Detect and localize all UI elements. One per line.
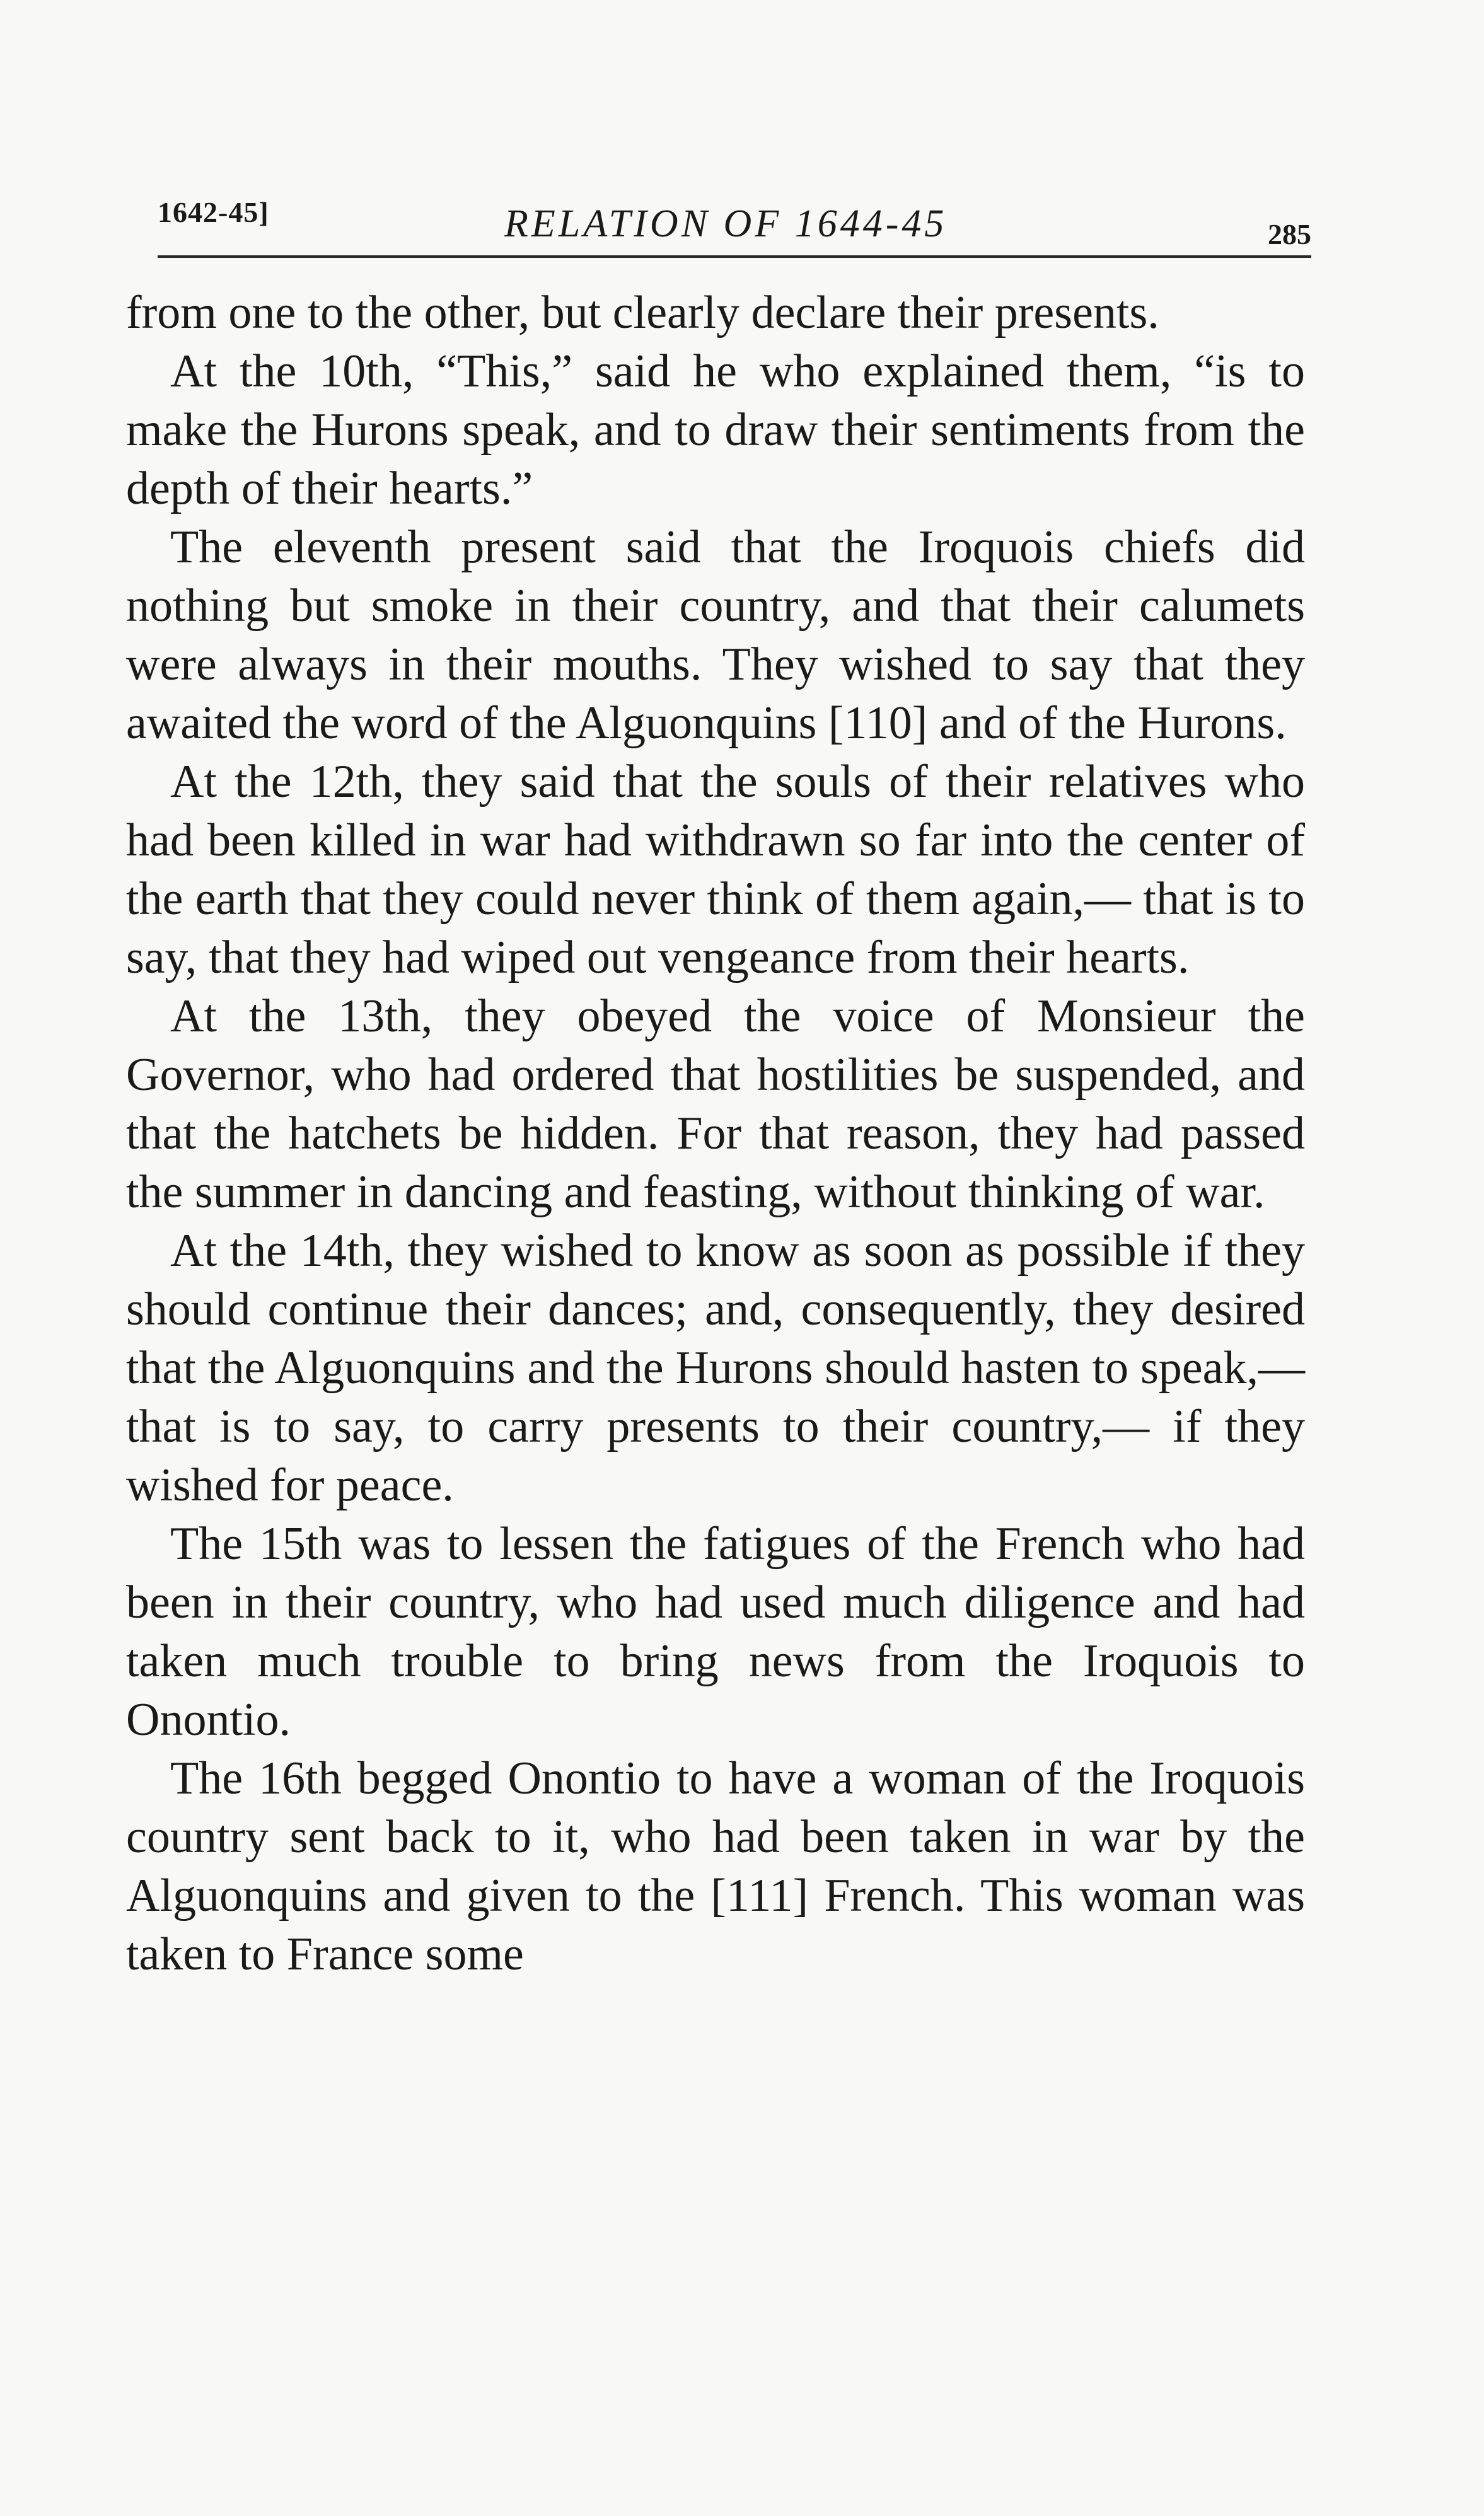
paragraph: The 16th begged Onontio to have a woman of the Iroquois country sent back to it, who had been taken in war by the Alguonquins and given to the [111] French. This woman was taken to France some — [126, 1753, 1305, 1980]
paragraph: At the 10th, “This,” said he who explained them, “is to make the Hurons speak, and to draw their sentiments from the depth of their hearts.” — [126, 345, 1305, 514]
running-head — [158, 183, 1311, 258]
paragraph: At the 14th, they wished to know as soon as possible if they should continue their dances; and, consequently, they desired that the Alguonquins and the Hurons should hasten to speak,— that is to say, to carry presents to their country,— if they wished for peace. — [126, 1225, 1305, 1511]
running-head-title: RELATION OF 1644-45 — [504, 202, 948, 245]
paragraph: At the 12th, they said that the souls of their relatives who had been killed in war had withdrawn so far into the center of the earth that they could never think of them again,— that is to say, that they had wiped out vengeance from their hearts. — [126, 756, 1305, 983]
paragraph: The eleventh present said that the Iroquois chiefs did nothing but smoke in their country, and that their calumets were always in their mouths. They wished to say that they awaited the word of the Alguonquins [110] and of the Hurons. — [126, 521, 1305, 749]
paragraph: At the 13th, they obeyed the voice of Monsieur the Governor, who had ordered that hostilities be suspended, and that the hatchets be hidden. For that reason, they had passed the summer in dancing and feasting, without thinking of war. — [126, 990, 1305, 1218]
paragraph: from one to the other, but clearly declare their presents. — [126, 287, 1159, 339]
paragraph: The 15th was to lessen the fatigues of the French who had been in their country, who had used much diligence and had taken much trouble to bring news from the Iroquois to Onontio. — [126, 1518, 1305, 1746]
body-text — [126, 284, 1305, 1984]
page-number: 285 — [1268, 218, 1311, 250]
header-rule — [158, 255, 1311, 258]
running-head-years: 1642-45] — [158, 196, 269, 228]
